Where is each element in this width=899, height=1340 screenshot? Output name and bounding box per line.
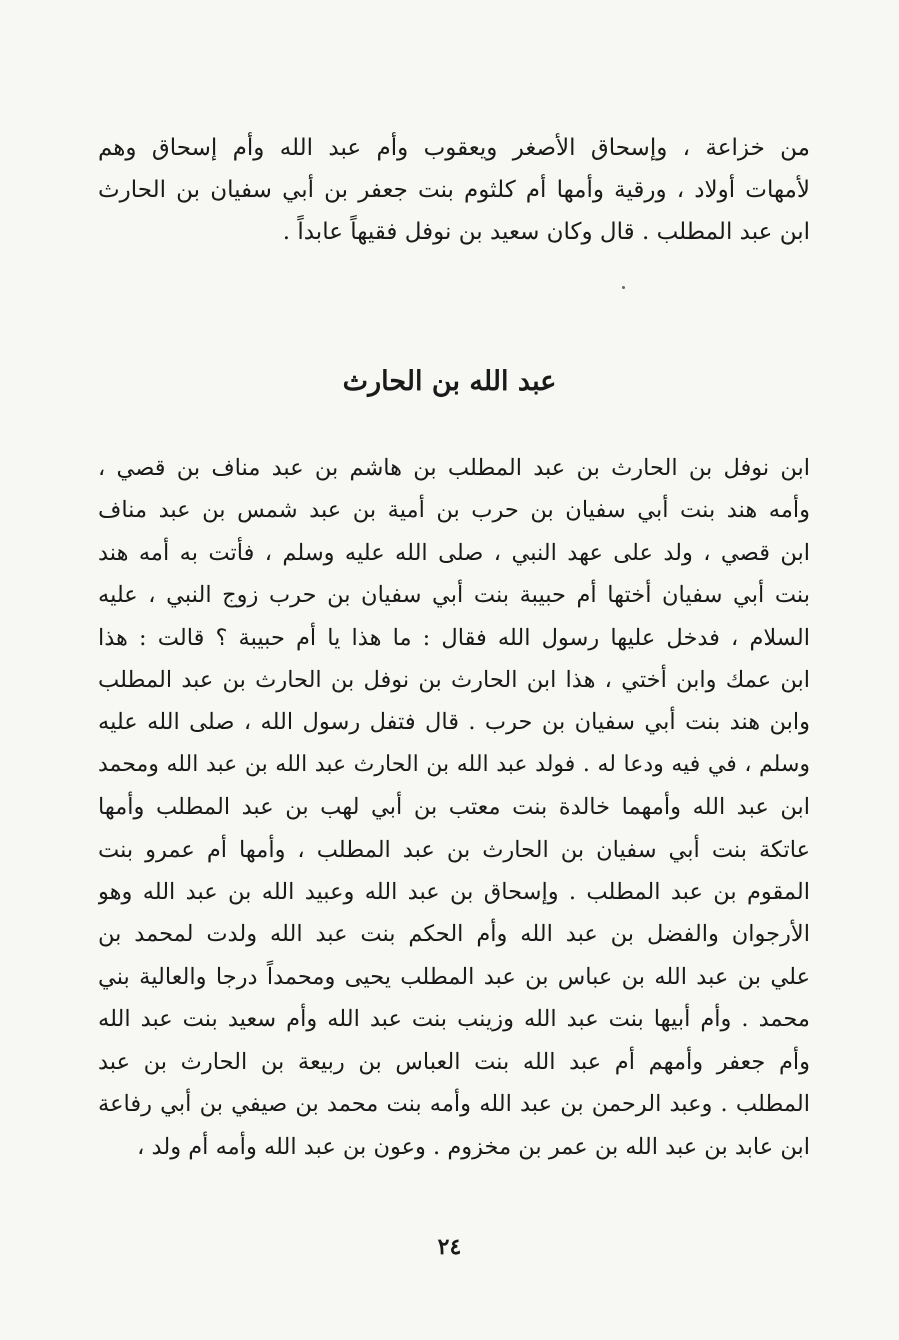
text-line: وابن هند بنت أبي سفيان بن حرب . قال فتفل رسول الله ، صلى الله عليه (98, 709, 810, 736)
text-line: وأمه هند بنت أبي سفيان بن حرب بن أمية بن عبد شمس بن عبد مناف (98, 497, 810, 524)
print-speck (622, 286, 625, 289)
text-line: علي بن عبد الله بن عباس بن عبد المطلب يحيى ومحمداً درجا والعالية بني (98, 963, 810, 990)
text-line: ابن نوفل بن الحارث بن عبد المطلب بن هاشم بن عبد مناف بن قصي ، (98, 455, 810, 481)
text-line: ابن عبد الله وأمهما خالدة بنت معتب بن أبي لهب بن عبد المطلب وأمها (98, 794, 810, 821)
page-number: ٢٤ (437, 1234, 462, 1260)
text-line: عاتكة بنت أبي سفيان بن الحارث بن عبد المطلب ، وأمها أم عمرو بنت (98, 836, 810, 863)
text-line: السلام ، فدخل عليها رسول الله فقال : ما هذا يا أم حبيبة ؟ قالت : هذا (98, 624, 810, 651)
text-line: وسلم ، في فيه ودعا له . فولد عبد الله بن الحارث عبد الله بن عبد الله ومحمد (98, 751, 810, 777)
text-line: بنت أبي سفيان أختها أم حبيبة بنت أبي سفيان بن حرب زوج النبي ، عليه (98, 582, 810, 609)
text-line: من خزاعة ، وإسحاق الأصغر ويعقوب وأم عبد الله وأم إسحاق وهم (98, 135, 810, 161)
text-line: لأمهات أولاد ، ورقية وأمها أم كلثوم بنت جعفر بن أبي سفيان بن الحارث (98, 177, 810, 203)
section-heading: عبد الله بن الحارث (342, 366, 557, 397)
text-line: المطلب . وعبد الرحمن بن عبد الله وأمه بنت محمد بن صيفي بن أبي رفاعة (98, 1091, 810, 1118)
text-line: الأرجوان والفضل بن عبد الله وأم الحكم بنت عبد الله ولدت لمحمد بن (98, 921, 810, 948)
text-line: ابن عابد بن عبد الله بن عمر بن مخزوم . وعون بن عبد الله وأمه أم ولد ، (137, 1133, 810, 1160)
text-line: ابن قصي ، ولد على عهد النبي ، صلى الله عليه وسلم ، فأتت به أمه هند (98, 539, 810, 566)
text-line: محمد . وأم أبيها بنت عبد الله وزينب بنت عبد الله وأم سعيد بنت عبد الله (98, 1006, 810, 1033)
continuation-paragraph (98, 127, 810, 253)
text-line: المقوم بن عبد المطلب . وإسحاق بن عبد الله وعبيد الله بن عبد الله وهو (98, 879, 810, 906)
text-line: وأم جعفر وأمهم أم عبد الله بنت العباس بن ربيعة بن الحارث بن عبد (98, 1048, 810, 1075)
text-line: ابن عبد المطلب . قال وكان سعيد بن نوفل فقيهاً عابداً . (282, 219, 810, 245)
biography-paragraph (98, 447, 810, 1168)
text-line: ابن عمك وابن أختي ، هذا ابن الحارث بن نوفل بن الحارث بن عبد المطلب (98, 667, 810, 694)
